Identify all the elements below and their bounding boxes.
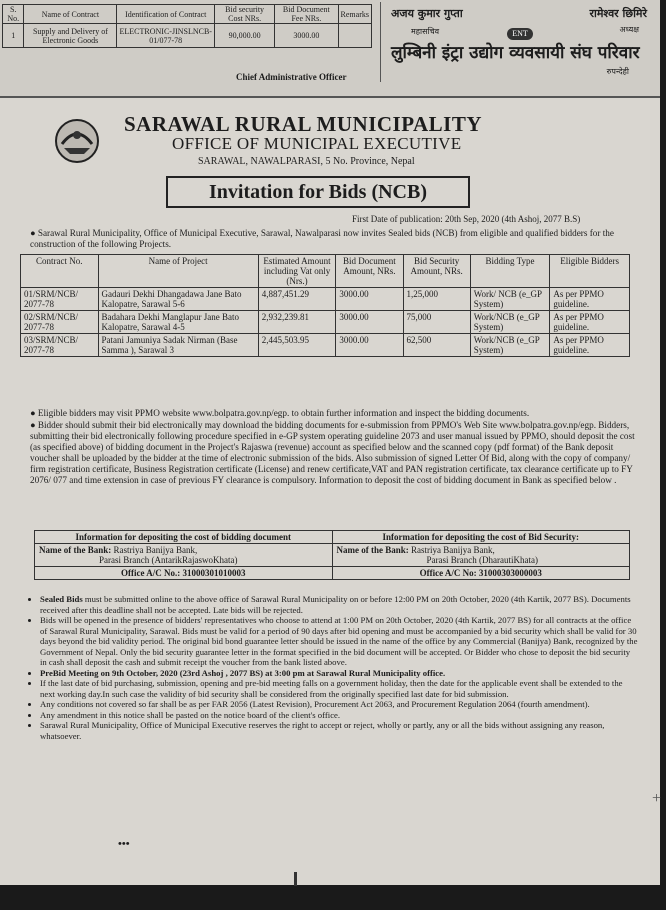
cell-eligible-bidders: As per PPMO guideline. [550, 311, 630, 334]
submission-paragraph: ● Bidder should submit their bid electronically may download the bidding documents for e-submission from PPMO's Web Site www.bolpatra.gov.np/egp. Bidders, submitting their bid electronically following procedure specified in e-GP system operating guideline 2073 and user manual issued by PPMO, should deposit the cost (as specified above) of bidding document in the Project's Rajaswa (revenue) account as specified below and the scanned copy (pdf format) of the Bank deposit voucher shall be uploaded by the bidder at the time of electronic submission of the bids. Also submission of signed Letter Of Bid, along with the copy of company/ firm registration certificate, Business Registration certificate (License) and renew certificate,VAT and PAN registration certificate, tax clearance certificate up to FY 2076/ 077 and time extension in case of previous FY clearance is compulsory. Information to deposit the cost of bidding document in Bank as specified below . [30, 420, 635, 485]
bullet-icon: ● [30, 420, 38, 430]
clip-header-sno: S. No. [3, 5, 24, 24]
condition-item: • Any conditions not covered so far shall be as per FAR 2056 (Latest Revision), Procurement Act 2063, and Procurement Regulation 2064 (fourth amendment). [40, 699, 638, 710]
projects-table [20, 254, 630, 357]
publication-date: First Date of publication: 20th Sep, 2020 (4th Ashoj, 2077 B.S) [352, 214, 581, 224]
cell-contract-no: 03/SRM/NCB/ 2077-78 [21, 334, 99, 357]
cell-security-amount: 62,500 [403, 334, 470, 357]
condition-item: • If the last date of bid purchasing, submission, opening and pre-bid meeting falls on a government holiday, then the date for the applicable event shall be extended to the next working day.In such case the validity of bid security shall be considered from the originally specified last date for bid submission. [40, 678, 638, 699]
clip-header-security: Bid security Cost NRs. [215, 5, 275, 24]
cell-project-name: Patani Jamuniya Sadak Nirman (Base Samma ), Sarawal 3 [98, 334, 258, 357]
table-row [21, 311, 630, 334]
footer-dots: ••• [118, 838, 130, 850]
cell-project-name: Gadauri Dekhi Dhangadawa Jane Bato Kalopatre, Sarawal 5-6 [98, 288, 258, 311]
table-row [21, 334, 630, 357]
clip-header-fee: Bid Document Fee NRs. [275, 5, 338, 24]
cell-bidding-type: Work/NCB (e_GP System) [470, 311, 550, 334]
ad-other-role: अध्यक्ष [619, 25, 639, 34]
clip-header-id: Identification of Contract [117, 5, 215, 24]
cell-estimated-amount: 2,932,239.81 [258, 311, 336, 334]
cell-estimated-amount: 4,887,451.29 [258, 288, 336, 311]
cell-document-amount: 3000.00 [336, 311, 403, 334]
col-estimated-amount: Estimated Amount including Vat only (Nrs.) [258, 255, 336, 288]
municipality-emblem-icon [54, 118, 100, 164]
cell-contract-no: 01/SRM/NCB/ 2077-78 [21, 288, 99, 311]
cell-eligible-bidders: As per PPMO guideline. [550, 288, 630, 311]
clip-cell: 1 [3, 24, 24, 48]
ad-name: अजय कुमार गुप्ता [391, 7, 463, 20]
cell-bidding-type: Work/ NCB (e_GP System) [470, 288, 550, 311]
cell-document-amount: 3000.00 [336, 288, 403, 311]
cell-project-name: Badahara Dekhi Manglapur Jane Bato Kalopatre, Sarawal 4-5 [98, 311, 258, 334]
cell-document-amount: 3000.00 [336, 334, 403, 357]
cell-security-amount: 75,000 [403, 311, 470, 334]
office-title: OFFICE OF MUNICIPAL EXECUTIVE [172, 134, 462, 153]
ad-other-name: रामेश्वर छिमिरे [589, 7, 647, 20]
col-eligible-bidders: Eligible Bidders [550, 255, 630, 288]
clip-cell: Supply and Delivery of Electronic Goods [24, 24, 117, 48]
greeting-advert [380, 2, 657, 82]
intro-paragraph: ● Sarawal Rural Municipality, Office of Municipal Executive, Sarawal, Nawalparasi now invites Sealed bids (NCB) from eligible and qualified bidders for the construction of the following Projects. [30, 228, 614, 249]
clip-cell [338, 24, 371, 48]
cell-eligible-bidders: As per PPMO guideline. [550, 334, 630, 357]
deposit-doc-account: Office A/C No.: 31000301010003 [35, 567, 333, 580]
clip-cell: 3000.00 [275, 24, 338, 48]
table-row [21, 288, 630, 311]
bullet-icon: ● [30, 228, 38, 238]
conditions-list [30, 594, 638, 741]
col-bidding-type: Bidding Type [470, 255, 550, 288]
condition-item: • Bids will be opened in the presence of bidders' representatives who choose to attend at 1:00 PM on 20th October, 2020 (4th Kartik, 2077 BS) for all contracts at the office of Sarawal Rural Municipality, Sarawal. Bids must be valid for a period of 90 days after bid opening and must be accompanied by a bid security which shall be valid for 30 days beyond the bid validity period. The original bid bond guarantee letter should be issued in the name of the office by any Commercial (Banijya) Bank, recognized by the Government of Nepal. Only the bid security guarantee letter in the format specified in the bid document will be accepted. Or Bidder who chose to deposit the bid security in cash shall deposit the cash and submit receipt the voucher from the bank listed above. [40, 615, 638, 668]
cell-security-amount: 1,25,000 [403, 288, 470, 311]
ad-place: रुपन्देही [606, 67, 629, 76]
condition-item: • Sealed Bids must be submitted online to the above office of Sarawal Rural Municipality on or before 12:00 PM on 20th October, 2020 (4th Kartik, 2077 BS). Documents received after this deadline shall not be accepted. Late bids will be rejected. [40, 594, 638, 615]
website-paragraph: ● Eligible bidders may visit PPMO website www.bolpatra.gov.np/egp. to obtain further information and inspect the bidding documents. [30, 408, 530, 418]
deposit-security-title: Information for depositing the cost of Bid Security: [332, 531, 630, 544]
page-pin-mark [294, 872, 297, 886]
condition-item: • Any amendment in this notice shall be pasted on the notice board of the client's office. [40, 710, 638, 721]
deposit-doc-title: Information for depositing the cost of bidding document [35, 531, 333, 544]
deposit-doc-bank: Name of the Bank: Rastriya Banijya Bank, Parasi Branch (AntarikRajaswoKhata) [35, 544, 333, 567]
col-bid-document-amount: Bid Document Amount, NRs. [336, 255, 403, 288]
clip-header-name: Name of Contract [24, 5, 117, 24]
ad-name-role: महासचिव [411, 27, 440, 36]
condition-item: • PreBid Meeting on 9th October, 2020 (23rd Ashoj , 2077 BS) at 3:00 pm at Sarawal Rural Municipality office. [40, 668, 638, 679]
bullet-icon: ● [30, 408, 38, 418]
municipality-title: SARAWAL RURAL MUNICIPALITY [124, 112, 482, 136]
clip-header-remarks: Remarks [338, 5, 371, 24]
notice-title: Invitation for Bids (NCB) [166, 176, 470, 208]
col-project-name: Name of Project [98, 255, 258, 288]
cell-estimated-amount: 2,445,503.95 [258, 334, 336, 357]
ad-badge: ENT [507, 28, 533, 40]
ad-organization: लुम्बिनी इंट्रा उद्योग व्यवसायी संघ परिवार [391, 43, 640, 63]
deposit-info-table [34, 530, 630, 580]
condition-item: • Sarawal Rural Municipality, Office of Municipal Executive reserves the right to accept or reject, wholly or partly, any or all the bids without assigning any reason, whatsoever. [40, 720, 638, 741]
cell-bidding-type: Work/NCB (e_GP System) [470, 334, 550, 357]
deposit-security-account: Office A/C No: 31000303000003 [332, 567, 630, 580]
previous-notice-clipping [0, 0, 660, 98]
cell-contract-no: 02/SRM/NCB/ 2077-78 [21, 311, 99, 334]
office-address: SARAWAL, NAWALPARASI, 5 No. Province, Nepal [198, 156, 415, 167]
plus-mark-icon: + [652, 790, 662, 807]
clipping-table [2, 4, 372, 48]
clip-cell: 90,000.00 [215, 24, 275, 48]
clip-cell: ELECTRONIC-JINSLNCB-01/077-78 [117, 24, 215, 48]
col-contract-no: Contract No. [21, 255, 99, 288]
deposit-security-bank: Name of the Bank: Rastriya Banijya Bank, Parasi Branch (DharautiKhata) [332, 544, 630, 567]
col-bid-security-amount: Bid Security Amount, NRs. [403, 255, 470, 288]
signature-title: Chief Administrative Officer [236, 72, 347, 82]
